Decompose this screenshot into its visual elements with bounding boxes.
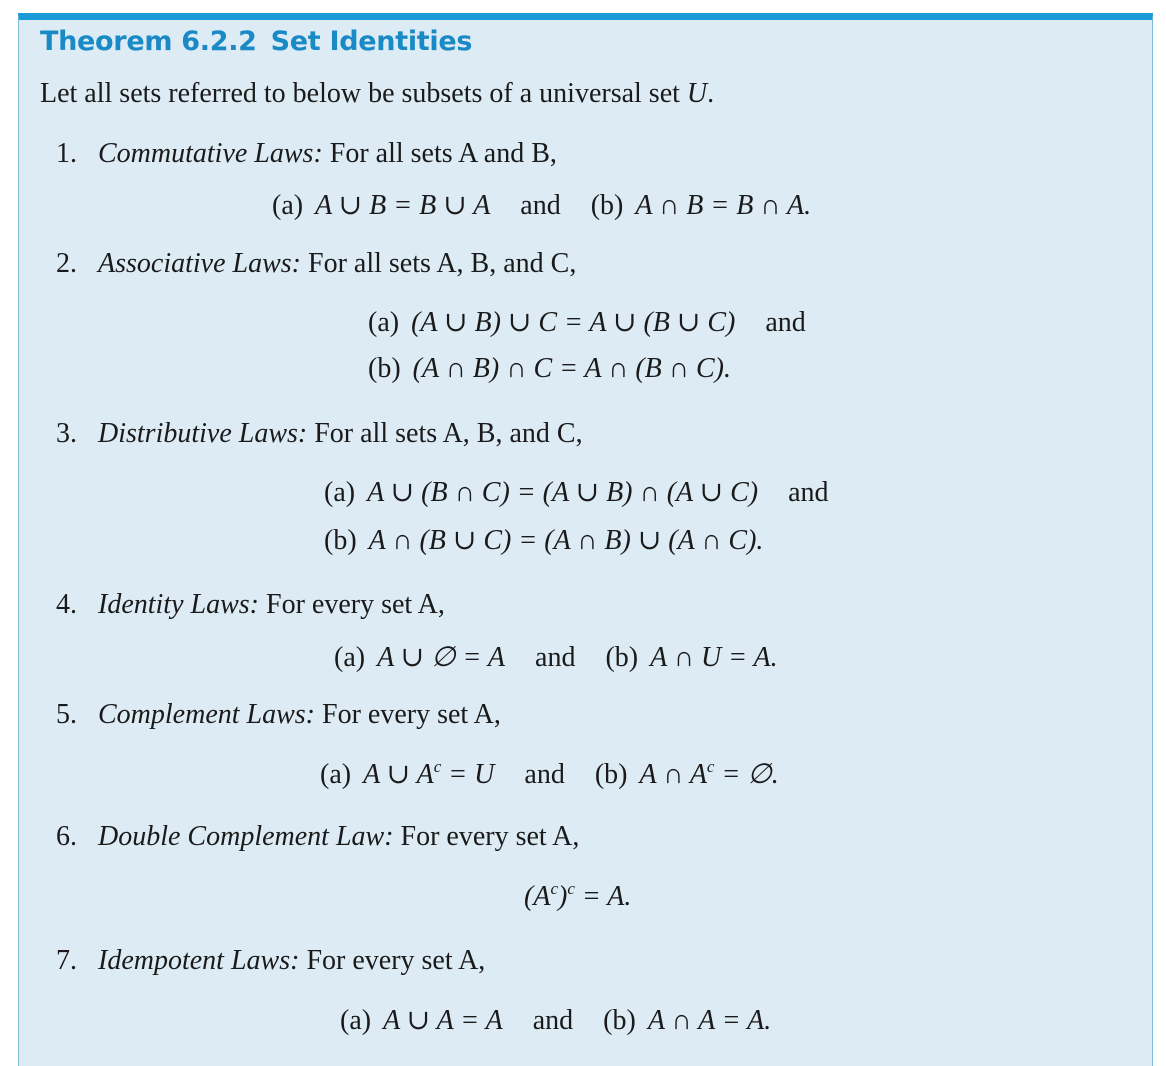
commutative-formulas	[272, 188, 811, 222]
formula-a: A ∪ ∅ = A	[377, 642, 506, 673]
theorem-intro	[40, 78, 714, 110]
part-b-label: (b)	[605, 642, 639, 673]
theorem-title	[40, 26, 472, 57]
law-number: 3.	[56, 418, 77, 449]
law-name: Identity Laws:	[98, 589, 259, 620]
law-condition: For every set A,	[322, 699, 501, 730]
formula-b: (A ∩ B) ∩ C = A ∩ (B ∩ C).	[412, 353, 731, 384]
formula-a: A ∪ (B ∩ C) = (A ∪ B) ∩ (A ∪ C)	[367, 477, 759, 508]
law-number: 6.	[56, 821, 77, 852]
part-a-label: (a)	[320, 759, 352, 790]
part-a-label: (a)	[324, 477, 356, 508]
intro-suffix: .	[707, 78, 715, 109]
associative-formula-a	[368, 305, 806, 339]
formula-b: A ∩ B = B ∩ A.	[635, 190, 812, 221]
connector-and: and	[520, 190, 561, 221]
part-a-label: (a)	[368, 307, 400, 338]
formula-a: A ∪ $A^c = U$	[363, 757, 495, 790]
law-complement	[56, 699, 501, 731]
double-complement-formula	[524, 881, 631, 913]
law-identity	[56, 589, 445, 621]
part-b-label: (b)	[324, 525, 357, 556]
law-distributive	[56, 418, 583, 450]
law-condition: For every set A,	[266, 589, 445, 620]
theorem-name: Set Identities	[270, 26, 473, 57]
law-number: 1.	[56, 138, 77, 169]
law-number: 7.	[56, 945, 77, 976]
law-number: 4.	[56, 589, 77, 620]
law-name: Distributive Laws:	[98, 418, 308, 449]
law-name: Idempotent Laws:	[98, 945, 300, 976]
idempotent-formulas	[340, 1003, 771, 1037]
intro-universal-set: U	[686, 78, 708, 109]
theorem-number: Theorem 6.2.2	[40, 26, 257, 57]
formula-b: A ∩ (B ∪ C) = (A ∩ B) ∪ (A ∩ C).	[368, 525, 764, 556]
part-a-label: (a)	[340, 1005, 372, 1036]
connector-and: and	[535, 642, 576, 673]
law-condition: For all sets A and B,	[329, 138, 557, 169]
connector-and: and	[524, 759, 565, 790]
connector-and: and	[532, 1005, 574, 1036]
formula: $(A^c)^c = A$.	[524, 879, 632, 912]
associative-formula-b	[368, 353, 731, 385]
formula-b: A ∩ $A^c$ = ∅.	[639, 757, 779, 790]
identity-formulas	[334, 640, 778, 674]
law-condition: For all sets A, B, and C,	[308, 248, 577, 279]
law-name: Commutative Laws:	[98, 138, 323, 169]
part-b-label: (b)	[590, 190, 624, 221]
law-double-complement	[56, 821, 579, 853]
formula-a: A ∪ B = B ∪ A	[315, 190, 491, 221]
law-condition: For every set A,	[306, 945, 486, 976]
law-commutative	[56, 138, 557, 170]
part-a-label: (a)	[334, 642, 366, 673]
intro-prefix: Let all sets referred to below be subsets of a universal set	[40, 78, 687, 109]
law-number: 2.	[56, 248, 77, 279]
complement-formulas	[320, 757, 779, 791]
distributive-formula-b	[324, 523, 763, 557]
formula-a: (A ∪ B) ∪ C = A ∪ (B ∪ C)	[411, 307, 736, 338]
law-name: Complement Laws:	[98, 699, 315, 730]
formula-b: A ∩ U = A.	[650, 642, 778, 673]
formula-a: A ∪ A = A	[383, 1005, 503, 1036]
part-b-label: (b)	[603, 1005, 636, 1036]
law-condition: For all sets A, B, and C,	[314, 418, 583, 449]
connector-and: and	[788, 477, 829, 508]
law-condition: For every set A,	[400, 821, 580, 852]
distributive-formula-a	[324, 475, 829, 509]
part-b-label: (b)	[368, 353, 401, 384]
law-number: 5.	[56, 699, 77, 730]
part-b-label: (b)	[594, 759, 628, 790]
law-name: Double Complement Law:	[98, 821, 394, 852]
law-name: Associative Laws:	[98, 248, 301, 279]
law-idempotent	[56, 945, 485, 977]
law-associative	[56, 248, 576, 280]
formula-b: A ∩ A = A.	[647, 1005, 772, 1036]
connector-and: and	[765, 307, 806, 338]
part-a-label: (a)	[272, 190, 304, 221]
